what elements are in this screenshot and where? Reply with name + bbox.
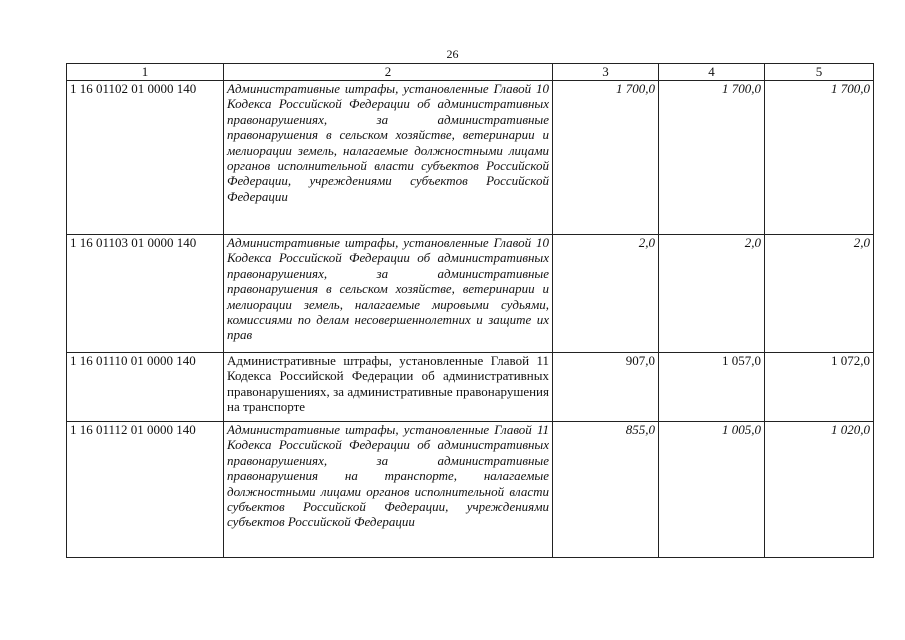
description-cell: Административные штрафы, установленные Главой 10 Кодекса Российской Федерации об административных правонарушениях, за административные правонарушения в сельском хозяйстве, ветеринарии и мелиорации земель, налагаемые мировыми судьями, комиссиями по делам несовершеннолетних и защите их прав (224, 235, 553, 353)
budget-code-cell: 1 16 01102 01 0000 140 (67, 81, 224, 235)
column-header-1: 1 (67, 64, 224, 81)
column-header-3: 3 (553, 64, 659, 81)
description-cell: Административные штрафы, установленные Главой 11 Кодекса Российской Федерации об административных правонарушениях, за административные правонарушения на транспорте, налагаемые должностными лицами органов исполнительной власти субъектов Российской Федерации, учреждениями субъектов Российской Федерации (224, 422, 553, 558)
amount-col4-cell: 1 057,0 (659, 353, 765, 422)
amount-col3-cell: 1 700,0 (553, 81, 659, 235)
budget-table (66, 63, 874, 558)
description-cell: Административные штрафы, установленные Главой 11 Кодекса Российской Федерации об административных правонарушениях, за административные правонарушения на транспорте (224, 353, 553, 422)
amount-col3-cell: 907,0 (553, 353, 659, 422)
budget-code-cell: 1 16 01112 01 0000 140 (67, 422, 224, 558)
page-number: 26 (446, 47, 459, 61)
table-row (67, 81, 874, 235)
description-cell: Административные штрафы, установленные Главой 10 Кодекса Российской Федерации об административных правонарушениях, за административные правонарушения в сельском хозяйстве, ветеринарии и мелиорации земель, налагаемые должностными лицами органов исполнительной власти субъектов Российской Федерации, учреждениями субъектов Российской Федерации (224, 81, 553, 235)
table-row (67, 235, 874, 353)
amount-col3-cell: 2,0 (553, 235, 659, 353)
table-row (67, 422, 874, 558)
column-header-2: 2 (224, 64, 553, 81)
amount-col4-cell: 1 700,0 (659, 81, 765, 235)
amount-col5-cell: 2,0 (765, 235, 874, 353)
amount-col4-cell: 1 005,0 (659, 422, 765, 558)
amount-col5-cell: 1 700,0 (765, 81, 874, 235)
amount-col5-cell: 1 020,0 (765, 422, 874, 558)
budget-code-cell: 1 16 01110 01 0000 140 (67, 353, 224, 422)
table-header-row (67, 64, 874, 81)
amount-col3-cell: 855,0 (553, 422, 659, 558)
column-header-5: 5 (765, 64, 874, 81)
column-header-4: 4 (659, 64, 765, 81)
table-row (67, 353, 874, 422)
budget-code-cell: 1 16 01103 01 0000 140 (67, 235, 224, 353)
amount-col4-cell: 2,0 (659, 235, 765, 353)
amount-col5-cell: 1 072,0 (765, 353, 874, 422)
